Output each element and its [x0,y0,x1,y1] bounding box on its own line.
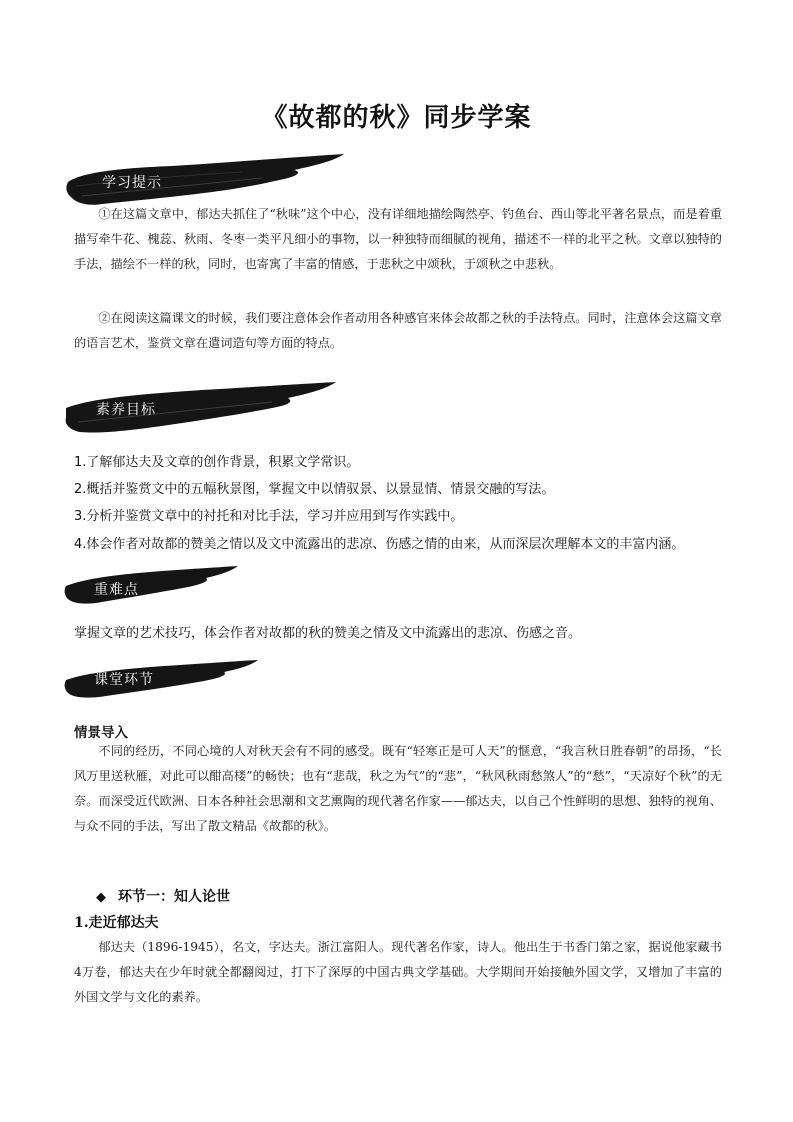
tips-paragraph-2: ②在阅读这篇课文的时候，我们要注意体会作者动用各种感官来体会故都之秋的手法特点。同时，注意体会这篇文章的语言艺术，鉴赏文章在遣词造句等方面的特点。 [74,311,722,350]
link-one-heading [96,886,230,906]
goal-item-2: 2.概括并鉴赏文中的五幅秋景图，掌握文中以情驭景、以景显情、情景交融的写法。 [74,482,555,497]
sub1-paragraph: 郁达夫（1896-1945），名文，字达夫。浙江富阳人。现代著名作家，诗人。他出生于书香门第之家，据说他家藏书4万卷，郁达夫在少年时就全都翻阅过，打下了深厚的中国古典文学基础。大学期间开始接触外国文学，又增加了丰富的外国文学与文化的素养。 [74,940,722,1004]
goal-item-4: 4.体会作者对故都的赞美之情以及文中流露出的悲凉、伤感之情的由来，从而深层次理解本文的丰富内涵。 [74,537,685,552]
banner-label-goals: 素养目标 [96,402,156,418]
key-points-text: 掌握文章的艺术技巧，体会作者对故都的秋的赞美之情及文中流露出的悲凉、伤感之音。 [74,626,582,641]
link-one-heading-label: 环节一：知人论世 [118,889,230,905]
goal-item-3: 3.分析并鉴赏文章中的衬托和对比手法，学习并应用到写作实践中。 [74,509,464,524]
intro-paragraph: 不同的经历，不同心境的人对秋天会有不同的感受。既有“轻寒正是可人天”的惬意，“我言秋日胜春朝”的昂扬，“长风万里送秋雁，对此可以酣高楼”的畅快；也有“悲哉，秋之为气”的“悲”，“秋风秋雨愁煞人”的“愁”，“天凉好个秋”的无奈。而深受近代欧洲、日本各种社会思潮和文艺熏陶的现代著名作家——郁达夫，以自己个性鲜明的思想、独特的视角、与众不同的手法，写出了散文精品《故都的秋》。 [74,744,722,833]
section-banner-key-points [62,562,242,622]
page-title: 《故都的秋》同步学案 [261,103,532,133]
brush-stroke-icon [62,656,262,706]
banner-label-classroom: 课堂环节 [94,672,154,688]
sub1-heading: 1.走近郁达夫 [74,915,159,931]
banner-label-key-points: 重难点 [94,582,139,598]
section-banner-classroom [62,656,262,716]
brush-stroke-icon [62,562,242,612]
intro-heading: 情景导入 [74,725,128,741]
tips-paragraph-1: ①在这篇文章中，郁达夫抓住了“秋味”这个中心，没有详细地描绘陶然亭、钓鱼台、西山等北平著名景点，而是着重描写牵牛花、槐蕊、秋雨、冬枣一类平凡细小的事物，以一种独特而细腻的视角，描述不一样的北平之秋。文章以独特的手法，描绘不一样的秋，同时，也寄寓了丰富的情感，于悲秋之中颂秋，于颂秋之中悲秋。 [74,207,722,271]
goal-item-1: 1.了解郁达夫及文章的创作背景，积累文学常识。 [74,455,360,470]
banner-label-tips: 学习提示 [102,175,162,191]
section-banner-goals [62,380,342,440]
diamond-bullet-icon: ◆ [96,890,106,905]
